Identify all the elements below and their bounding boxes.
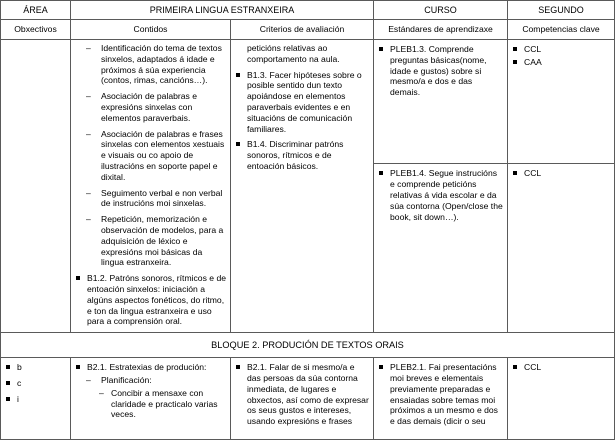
content-b12: B1.2. Patróns sonoros, rítmicos e de entoación sinxelos: iniciación a algúns aspectos fonéticos, do ritmo, e ton da lingua estranxeira e uso para a comprensión oral.	[71, 273, 230, 327]
content-b21: B2.1. Estratexias de produción:	[71, 362, 230, 373]
block2-standards-cell	[374, 358, 508, 440]
competence-ccl: CCL	[508, 362, 614, 373]
criteria-b14: B1.4. Discriminar patróns sonoros, rítmicos e de entoación básicos.	[231, 139, 373, 171]
objective-item: b	[1, 362, 70, 373]
competence-ccl: CCL	[508, 44, 614, 55]
block1-criteria-cell	[231, 40, 374, 333]
course-label: CURSO	[374, 1, 508, 20]
competence-ccl: CCL	[508, 168, 614, 179]
content-item: – Repetición, memorización e observación de modelos, para a adquisición de léxico e expresións moi básicas da lingua estranxeira.	[71, 214, 230, 268]
block2-criteria-cell	[231, 358, 374, 440]
content-sub-item: – Concibir a mensaxe con claridade e practicalo varias veces.	[71, 388, 230, 420]
subject-title: PRIMEIRA LINGUA ESTRANXEIRA	[71, 1, 374, 20]
competences-cell-1	[508, 40, 615, 164]
col-contents: Contidos	[71, 20, 231, 40]
standard-pleb13: PLEB1.3. Comprende preguntas básicas(nome, idade e gustos) sobre si mesmo/a e dos e das demais.	[374, 44, 507, 98]
objective-item: c	[1, 378, 70, 389]
criteria-b21: B2.1. Falar de si mesmo/a e das persoas da súa contorna inmediata, de lugares e obxectos, así como de expresar os seus gustos e intereses, usando expresións e frases	[231, 362, 373, 427]
criteria-continuation: peticións relativas ao comportamento na aula.	[247, 43, 340, 64]
col-standards: Estándares de aprendizaxe	[374, 20, 508, 40]
criteria-b13: B1.3. Facer hipóteses sobre o posible sentido dun texto apoiándose en elementos paraverbais evidentes e en situacións de comunicación familiares.	[231, 70, 373, 135]
col-objectives: Obxectivos	[1, 20, 71, 40]
block1-objectives-cell	[1, 40, 71, 333]
area-label: ÁREA	[1, 1, 71, 20]
block2-competences-cell	[508, 358, 615, 440]
standard-pleb14-cell	[374, 164, 508, 333]
content-planning: – Planificación:	[71, 375, 230, 386]
block1-contents-cell	[71, 40, 231, 333]
block2-objectives-cell	[1, 358, 71, 440]
course-value: SEGUNDO	[508, 1, 615, 20]
competences-cell-2	[508, 164, 615, 333]
standard-pleb13-cell	[374, 40, 508, 164]
block2-contents-cell	[71, 358, 231, 440]
standard-pleb14: PLEB1.4. Segue instrucións e comprende peticións relativas á vida escolar e da súa contorna (Open/close the book, sit down…).	[374, 168, 507, 222]
content-item: – Asociación de palabras e expresións sinxelas con elementos paraverbais.	[71, 91, 230, 123]
standard-pleb21: PLEB2.1. Fai presentacións moi breves e elementais previamente preparadas e ensaiadas sobre temas moi próximos a un mesmo e dos e das demais (dicir o seu	[374, 362, 507, 427]
block2-title: BLOQUE 2. PRODUCIÓN DE TEXTOS ORAIS	[1, 333, 615, 358]
col-criteria: Criterios de avaliación	[231, 20, 374, 40]
content-item: – Asociación de palabras e frases sinxelas con elementos xestuais e visuais ou co apoio de ilustracións en soporte papel e dixital.	[71, 129, 230, 183]
col-competences: Competencias clave	[508, 20, 615, 40]
content-item: – Identificación do tema de textos sinxelos, adaptados á idade e próximos á súa experiencia (contos, rimas, cancións…).	[71, 43, 230, 86]
competence-caa: CAA	[508, 57, 614, 68]
objective-item: i	[1, 394, 70, 405]
content-item: – Seguimento verbal e non verbal de instrucións moi sinxelas.	[71, 188, 230, 210]
